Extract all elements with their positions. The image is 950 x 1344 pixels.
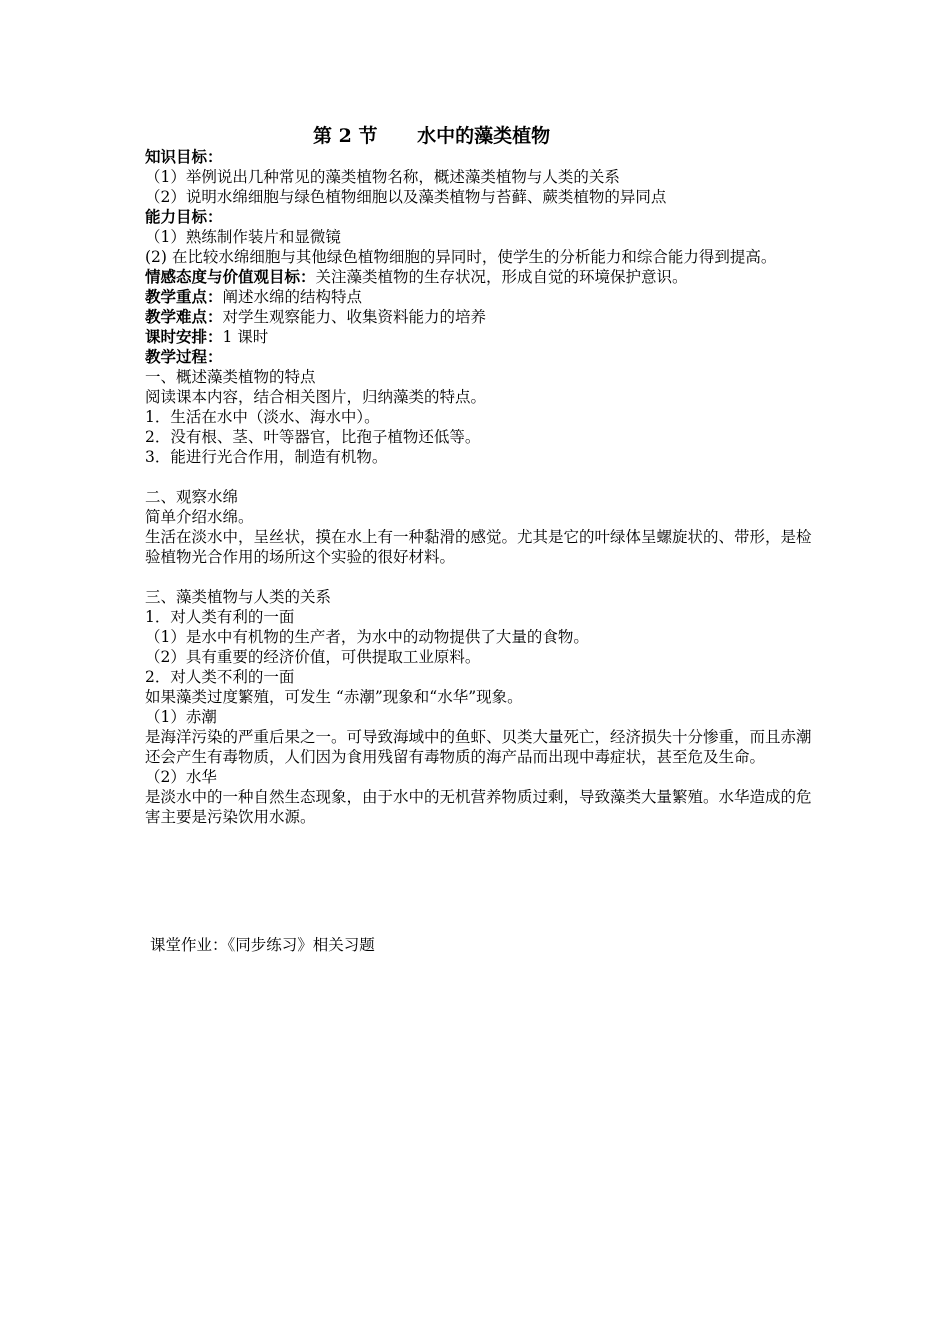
key-point-text: 阐述水绵的结构特点 [222,288,363,306]
bloom-heading: （2）水华 [145,768,217,786]
harm-intro: 如果藻类过度繁殖，可发生 “赤潮”现象和“水华”现象。 [145,688,523,706]
page-title: 第 2 节 水中的藻类植物 [313,125,551,147]
section1-point-2: 2．没有根、茎、叶等器官，比孢子植物还低等。 [145,428,481,446]
ability-goal-2: (2) 在比较水绵细胞与其他绿色植物细胞的异同时，使学生的分析能力和综合能力得到提高。 [145,248,777,266]
key-point-label: 教学重点： [145,287,223,306]
schedule-text: 1 课时 [222,328,269,346]
benefit-item-1: （1）是水中有机物的生产者，为水中的动物提供了大量的食物。 [145,628,589,646]
benefit-item-2: （2）具有重要的经济价值，可供提取工业原料。 [145,648,481,666]
section1-point-3: 3．能进行光合作用，制造有机物。 [145,448,388,466]
section1-heading: 一、概述藻类植物的特点 [145,368,316,386]
difficulty-label: 教学难点： [145,307,223,326]
section1-intro: 阅读课本内容，结合相关图片，归纳藻类的特点。 [145,388,487,406]
document-body [145,147,815,827]
homework: 课堂作业：《同步练习》相关习题 [150,936,375,954]
schedule-label: 课时安排： [145,327,223,346]
process-label: 教学过程： [145,347,223,366]
section1-point-1: 1．生活在水中（淡水、海水中）。 [145,408,380,426]
red-tide-heading: （1）赤潮 [145,708,217,726]
knowledge-goals-label: 知识目标： [145,147,223,166]
section2-intro: 简单介绍水绵。 [145,508,254,526]
spacer [145,467,815,487]
harm-heading: 2．对人类不利的一面 [145,668,295,686]
section2-heading: 二、观察水绵 [145,488,239,506]
red-tide-text: 是海洋污染的严重后果之一。可导致海域中的鱼虾、贝类大量死亡，经济损失十分惨重，而且赤潮还会产生有毒物质，人们因为食用残留有毒物质的海产品而出现中毒症状，甚至危及生命。 [145,728,812,766]
difficulty-text: 对学生观察能力、收集资料能力的培养 [222,308,487,326]
section3-heading: 三、藻类植物与人类的关系 [145,588,332,606]
key-point [145,287,815,307]
knowledge-goal-2: （2）说明水绵细胞与绿色植物细胞以及藻类植物与苔藓、蕨类植物的异同点 [145,188,667,206]
knowledge-goal-1: （1）举例说出几种常见的藻类植物名称，概述藻类植物与人类的关系 [145,168,620,186]
schedule [145,327,815,347]
benefit-heading: 1．对人类有利的一面 [145,608,295,626]
section2-text: 生活在淡水中，呈丝状，摸在水上有一种黏滑的感觉。尤其是它的叶绿体呈螺旋状的、带形，是检验植物光合作用的场所这个实验的很好材料。 [145,528,812,566]
difficulty [145,307,815,327]
spacer [145,567,815,587]
attitude-goal-label: 情感态度与价值观目标： [145,267,316,286]
ability-goal-1: （1）熟练制作装片和显微镜 [145,228,341,246]
attitude-goal-text: 关注藻类植物的生存状况，形成自觉的环境保护意识。 [315,268,688,286]
bloom-text: 是淡水中的一种自然生态现象，由于水中的无机营养物质过剩，导致藻类大量繁殖。水华造成的危害主要是污染饮用水源。 [145,788,812,826]
ability-goals-label: 能力目标： [145,207,223,226]
attitude-goal [145,267,815,287]
